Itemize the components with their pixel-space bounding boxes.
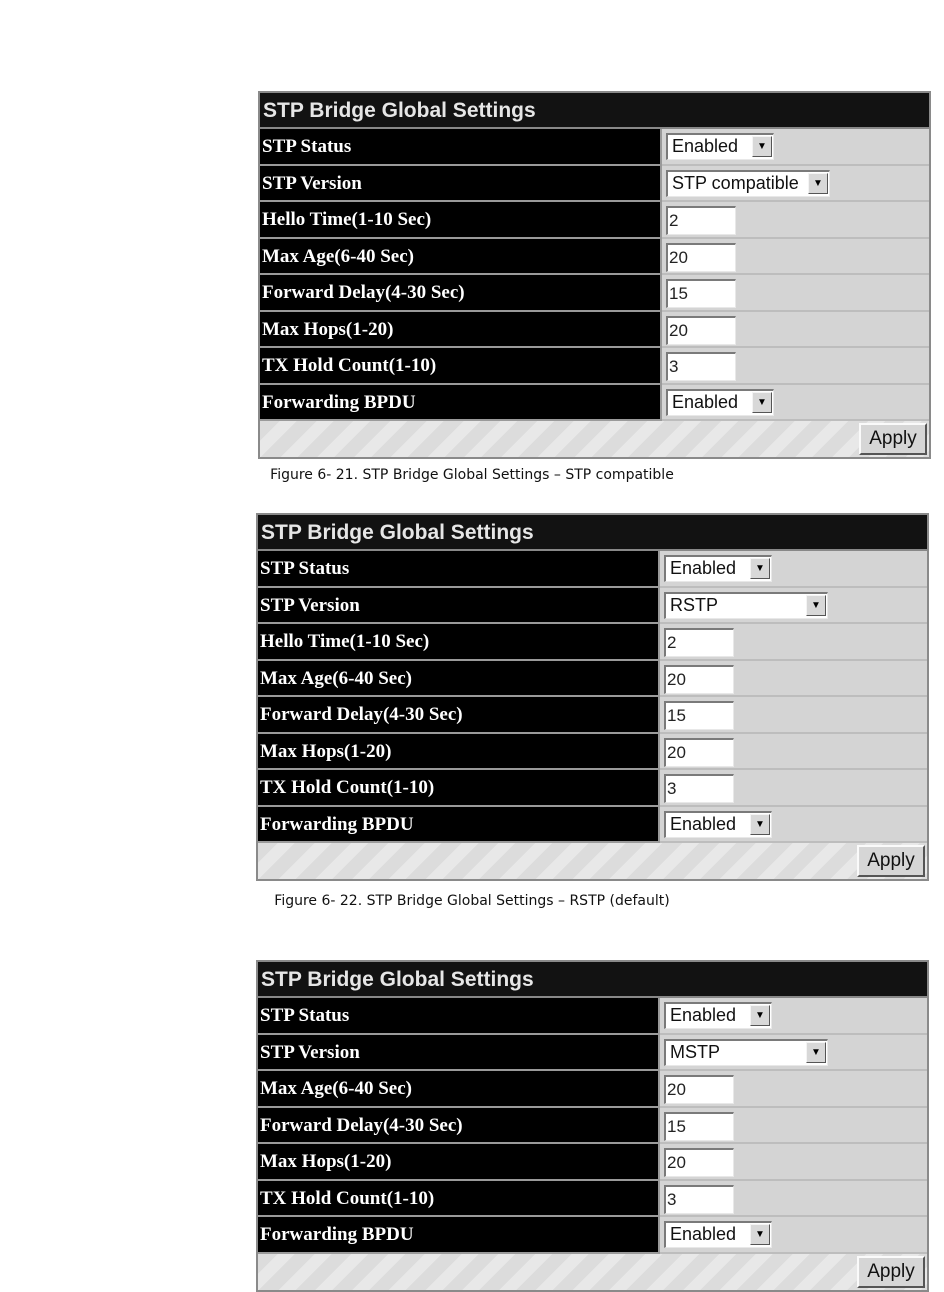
setting-label: Max Age(6-40 Sec): [260, 239, 662, 276]
forwarding-bpdu-select[interactable]: [666, 389, 774, 416]
settings-row: [260, 166, 929, 203]
settings-row: [258, 624, 927, 661]
chevron-down-icon[interactable]: ▼: [750, 558, 770, 579]
chevron-down-icon[interactable]: ▼: [752, 136, 772, 157]
setting-value-cell: [660, 1108, 927, 1145]
setting-input[interactable]: 15: [666, 279, 736, 308]
panel-title: STP Bridge Global Settings: [258, 515, 927, 551]
panel-footer: [258, 843, 927, 879]
settings-row: [260, 348, 929, 385]
panel-footer: [258, 1254, 927, 1290]
stp-settings-panel-3: [256, 960, 929, 1292]
setting-value-cell: [660, 697, 927, 734]
settings-row: [258, 697, 927, 734]
stp-status-select[interactable]: [664, 1002, 772, 1029]
select-value: Enabled: [670, 1005, 737, 1025]
setting-label: Forwarding BPDU: [258, 807, 660, 844]
setting-label: Forward Delay(4-30 Sec): [258, 697, 660, 734]
settings-row: [258, 807, 927, 844]
settings-row: [258, 661, 927, 698]
settings-row: [260, 385, 929, 422]
stp-version-select[interactable]: [664, 592, 828, 619]
setting-label: TX Hold Count(1-10): [260, 348, 662, 385]
setting-input[interactable]: 15: [664, 1112, 734, 1141]
settings-row: [258, 1144, 927, 1181]
settings-row: [260, 202, 929, 239]
setting-value-cell: [660, 734, 927, 771]
setting-label: Max Age(6-40 Sec): [258, 661, 660, 698]
setting-input[interactable]: 3: [666, 352, 736, 381]
stp-settings-panel-1: [258, 91, 931, 459]
setting-value-cell: [660, 551, 927, 588]
select-value: Enabled: [670, 558, 737, 578]
settings-row: [258, 770, 927, 807]
setting-input[interactable]: 3: [664, 774, 734, 803]
chevron-down-icon[interactable]: ▼: [750, 1005, 770, 1026]
settings-row: [260, 129, 929, 166]
setting-label: STP Status: [258, 551, 660, 588]
chevron-down-icon[interactable]: ▼: [808, 173, 828, 194]
settings-row: [260, 239, 929, 276]
setting-input[interactable]: 20: [664, 738, 734, 767]
setting-label: Forwarding BPDU: [258, 1217, 660, 1254]
setting-value-cell: [660, 661, 927, 698]
setting-value-cell: [660, 1035, 927, 1072]
setting-input[interactable]: 3: [664, 1185, 734, 1214]
setting-input[interactable]: 20: [664, 1148, 734, 1177]
setting-value-cell: [662, 275, 929, 312]
settings-row: [258, 1071, 927, 1108]
setting-value-cell: [660, 1071, 927, 1108]
settings-row: [260, 312, 929, 349]
settings-row: [258, 1181, 927, 1218]
setting-label: STP Status: [260, 129, 662, 166]
setting-value-cell: [662, 312, 929, 349]
setting-input[interactable]: 20: [664, 665, 734, 694]
figure-caption: Figure 6- 21. STP Bridge Global Settings – STP compatible: [270, 467, 674, 483]
apply-button[interactable]: Apply: [857, 1256, 925, 1288]
setting-input[interactable]: 2: [664, 628, 734, 657]
panel-title: STP Bridge Global Settings: [258, 962, 927, 998]
setting-value-cell: [662, 202, 929, 239]
select-value: RSTP: [670, 594, 719, 615]
setting-input[interactable]: 2: [666, 206, 736, 235]
setting-value-cell: [660, 588, 927, 625]
select-value: Enabled: [672, 136, 739, 156]
setting-label: TX Hold Count(1-10): [258, 770, 660, 807]
setting-label: Forward Delay(4-30 Sec): [258, 1108, 660, 1145]
stp-version-select[interactable]: [664, 1039, 828, 1066]
setting-value-cell: [660, 1181, 927, 1218]
setting-label: STP Version: [260, 166, 662, 203]
setting-label: Max Age(6-40 Sec): [258, 1071, 660, 1108]
setting-label: Hello Time(1-10 Sec): [258, 624, 660, 661]
setting-value-cell: [660, 998, 927, 1035]
setting-label: TX Hold Count(1-10): [258, 1181, 660, 1218]
select-value: MSTP: [670, 1041, 721, 1062]
apply-button[interactable]: Apply: [857, 845, 925, 877]
settings-row: [258, 998, 927, 1035]
setting-label: Max Hops(1-20): [258, 1144, 660, 1181]
setting-value-cell: [662, 166, 929, 203]
setting-label: STP Version: [258, 588, 660, 625]
stp-status-select[interactable]: [666, 133, 774, 160]
setting-label: STP Status: [258, 998, 660, 1035]
setting-value-cell: [662, 348, 929, 385]
setting-label: Hello Time(1-10 Sec): [260, 202, 662, 239]
setting-label: STP Version: [258, 1035, 660, 1072]
setting-value-cell: [660, 807, 927, 844]
setting-label: Forward Delay(4-30 Sec): [260, 275, 662, 312]
setting-input[interactable]: 20: [666, 316, 736, 345]
setting-value-cell: [660, 1144, 927, 1181]
settings-row: [258, 551, 927, 588]
settings-row: [258, 588, 927, 625]
select-value: Enabled: [670, 1224, 737, 1244]
setting-input[interactable]: 20: [664, 1075, 734, 1104]
select-value: STP compatible: [672, 172, 799, 193]
apply-button[interactable]: Apply: [859, 423, 927, 455]
chevron-down-icon[interactable]: ▼: [750, 814, 770, 835]
settings-row: [260, 275, 929, 312]
panel-footer: [260, 421, 929, 457]
setting-value-cell: [660, 624, 927, 661]
setting-label: Max Hops(1-20): [260, 312, 662, 349]
setting-value-cell: [662, 385, 929, 422]
setting-input[interactable]: 20: [666, 243, 736, 272]
forwarding-bpdu-select[interactable]: [664, 811, 772, 838]
chevron-down-icon[interactable]: ▼: [752, 392, 772, 413]
stp-version-select[interactable]: [666, 170, 830, 197]
setting-value-cell: [660, 1217, 927, 1254]
stp-settings-panel-2: [256, 513, 929, 881]
figure-caption: Figure 6- 22. STP Bridge Global Settings – RSTP (default): [274, 893, 670, 909]
setting-value-cell: [660, 770, 927, 807]
setting-value-cell: [662, 129, 929, 166]
chevron-down-icon[interactable]: ▼: [806, 595, 826, 616]
setting-label: Max Hops(1-20): [258, 734, 660, 771]
chevron-down-icon[interactable]: ▼: [750, 1224, 770, 1245]
setting-value-cell: [662, 239, 929, 276]
select-value: Enabled: [670, 813, 737, 834]
settings-row: [258, 1035, 927, 1072]
setting-input[interactable]: 15: [664, 701, 734, 730]
stp-status-select[interactable]: [664, 555, 772, 582]
settings-row: [258, 734, 927, 771]
forwarding-bpdu-select[interactable]: [664, 1221, 772, 1248]
settings-row: [258, 1217, 927, 1254]
select-value: Enabled: [672, 391, 739, 412]
settings-row: [258, 1108, 927, 1145]
chevron-down-icon[interactable]: ▼: [806, 1042, 826, 1063]
panel-title: STP Bridge Global Settings: [260, 93, 929, 129]
setting-label: Forwarding BPDU: [260, 385, 662, 422]
